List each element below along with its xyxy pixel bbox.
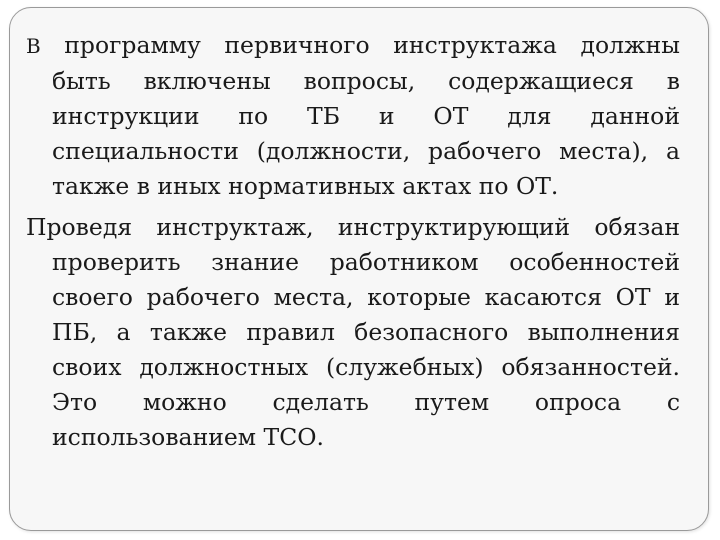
paragraph-instruction-check: Проведя инструктаж, инструктирующий обязан проверить знание работником особенностей своего рабочего места, которые касаются ОТ и ПБ, а также правил безопасного выполнения своих должностных (служебных) обязанностей. Это можно сделать путем опроса с использованием ТСО. <box>26 213 680 451</box>
text-body <box>26 28 680 461</box>
paragraph-instruction-content: В программу первичного инструктажа должны быть включены вопросы, содержащиеся в инструкции по ТБ и ОТ для данной специальности (должности, рабочего места), а также в иных нормативных актах по ОТ. <box>26 31 680 200</box>
